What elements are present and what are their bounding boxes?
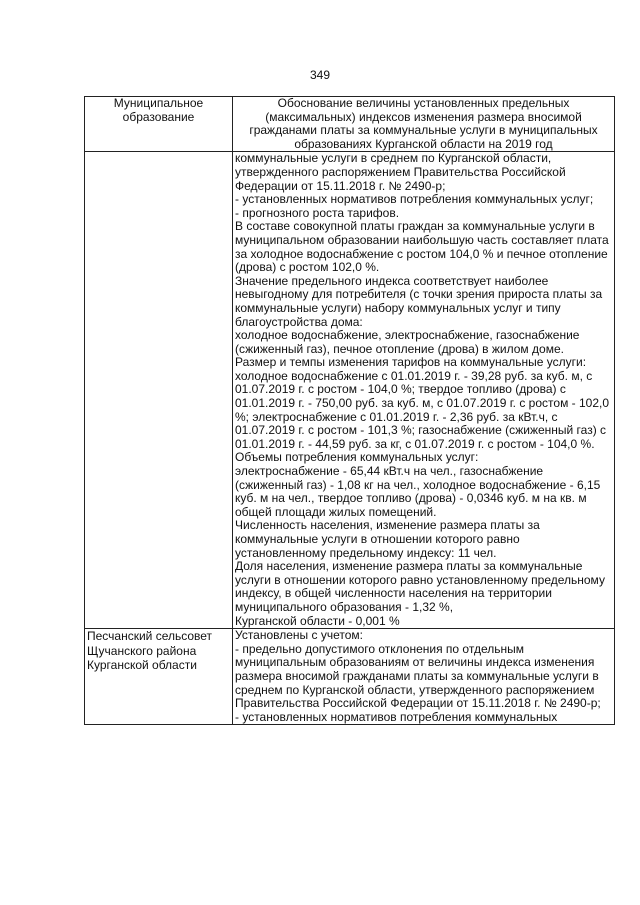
justification-paragraph: холодное водоснабжение, электроснабжение, газоснабжение (сжиженный газ), печное отопление (дрова) в жилом доме. <box>235 328 580 356</box>
justification-paragraph: Доля населения, изменение размера платы за коммунальные услуги в отношении которого равно установленному предельному индексу, в общей численности населения на территории муниципального образования - 1,32 %, <box>235 559 605 614</box>
justification-paragraph: Численность населения, изменение размера платы за коммунальные услуги в отношении которого равно установленному предельному индексу: 11 чел. <box>235 518 540 560</box>
table-row <box>85 629 615 725</box>
municipality-cell-empty <box>85 152 233 629</box>
justification-paragraph: В составе совокупной платы граждан за коммунальные услуги в муниципальном образовании наибольшую часть составляет плата за холодное водоснабжение с ростом 104,0 % и печное отопление (дрова) с ростом 102,0 %. <box>235 219 609 275</box>
justification-paragraph: - установленных нормативов потребления коммунальных <box>235 709 558 724</box>
justification-paragraph: - установленных нормативов потребления коммунальных услуг; <box>235 192 594 207</box>
justification-paragraph: Размер и темпы изменения тарифов на коммунальные услуги: <box>235 355 587 370</box>
justification-paragraph: - прогнозного роста тарифов. <box>235 205 400 220</box>
header-justification: Обоснование величины установленных предельных (максимальных) индексов изменения размера вносимой гражданами платы за коммунальные услуги в муниципальных образованиях Курганской области на 2019 год <box>233 97 615 152</box>
justification-paragraph: Объемы потребления коммунальных услуг: <box>235 450 479 465</box>
municipality-name-line: Курганской области <box>87 658 197 673</box>
table-header-row <box>85 97 615 152</box>
justification-paragraph: холодное водоснабжение с 01.01.2019 г. - 39,28 руб. за куб. м, с 01.07.2019 г. с ростом - 104,0 %; твердое топливо (дрова) с 01.01.2019 г. - 750,00 руб. за куб. м, с 01.07.2019 г. с ростом - 102,0 %; электроснабжение с 01.01.2019 г. - 2,36 руб. за кВт.ч, с 01.07.2019 г. с ростом - 101,3 %; газоснабжение (сжиженный газ) с 01.01.2019 г. - 44,59 руб. за кг, с 01.07.2019 г. с ростом - 104,0 %. <box>235 368 610 451</box>
justification-table <box>84 96 615 725</box>
header-municipality: Муниципальное образование <box>85 97 233 152</box>
municipality-cell <box>85 629 233 725</box>
justification-paragraph: электроснабжение - 65,44 кВт.ч на чел., газоснабжение (сжиженный газ) - 1,08 кг на чел., холодное водоснабжение - 6,15 куб. м на чел., твердое топливо (дрова) - 0,0346 куб. м на кв. м общей площади жилых помещений. <box>235 464 601 519</box>
justification-paragraph: Значение предельного индекса соответствует наиболее невыгодному для потребителя (с точки зрения прироста платы за коммунальные услуги) набору коммунальных услуг и типу благоустройства дома: <box>235 273 603 329</box>
justification-paragraph: - предельно допустимого отклонения по отдельным муниципальным образованиям от величины индекса изменения размера вносимой гражданами платы за коммунальные услуги в среднем по Курганской области, утвержденного распоряжением Правительства Российской Федерации от 15.11.2018 г. № 2490-р; <box>235 641 601 711</box>
table-row <box>85 152 615 629</box>
justification-paragraph: Установлены с учетом: <box>235 628 363 643</box>
justification-paragraph: Курганской области - 0,001 % <box>235 613 400 628</box>
page-number: 349 <box>309 68 331 82</box>
municipality-name-line: Щучанского района <box>87 643 197 658</box>
justification-cell <box>233 152 615 629</box>
justification-cell <box>233 629 615 725</box>
municipality-name-line: Песчанский сельсовет <box>87 629 213 644</box>
justification-paragraph: коммунальные услуги в среднем по Курганской области, утвержденного распоряжением Правительства Российской Федерации от 15.11.2018 г. № 2490-р; <box>235 151 566 193</box>
